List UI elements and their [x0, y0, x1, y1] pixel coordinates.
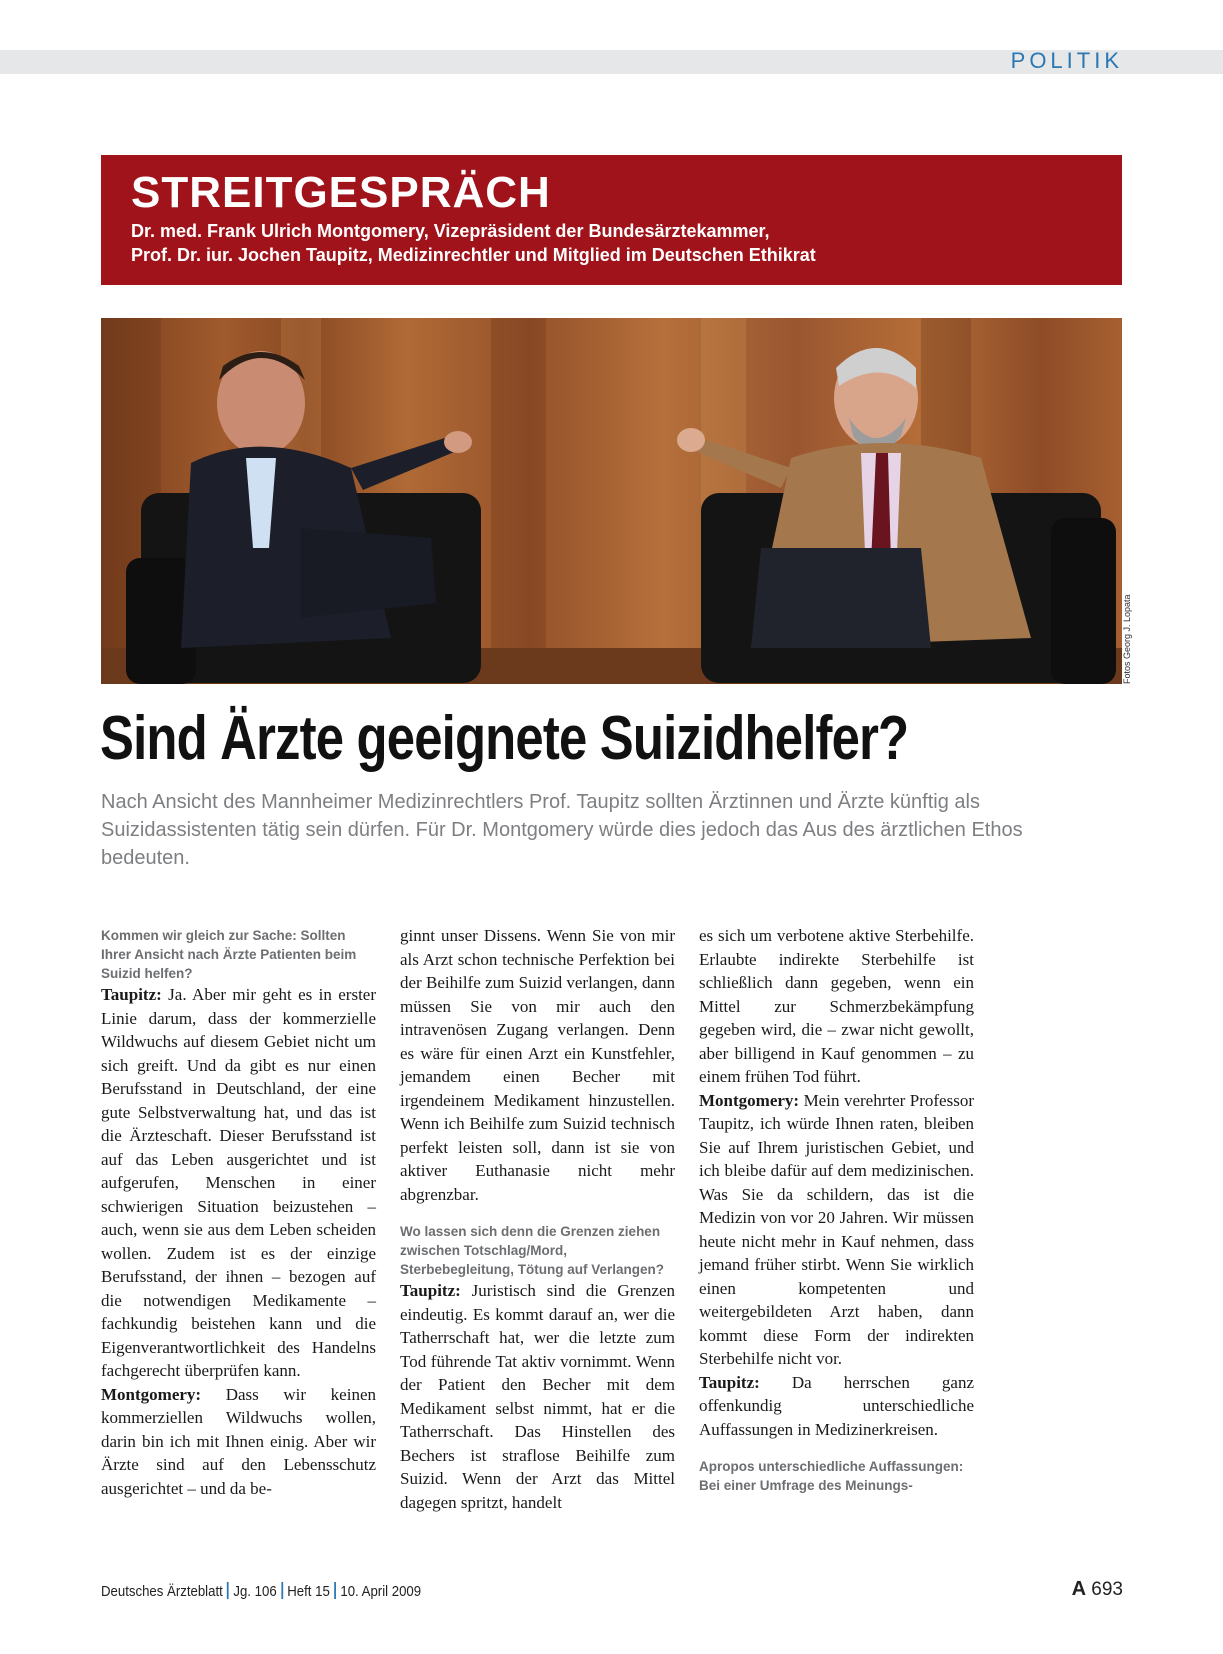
page-number [1072, 1578, 1123, 1601]
journal-name: Deutsches Ärzteblatt [101, 1583, 223, 1600]
answer-continuation: ginnt unser Dissens. Wenn Sie von mir als Arzt schon technische Perfektion bei der Beihilfe zum Suizid verlangen, dann müssen Sie von mir auch den intravenösen Zugang verlangen. Denn es wäre für einen Arzt ein Kunstfehler, jemandem einen Becher mit irgendeinem Medikament hinzustellen. Wenn ich Beihilfe zum Suizid technisch perfekt leisten soll, dann ist sie von aktiver Euthanasie nicht mehr abgrenzbar. [400, 926, 675, 1204]
answer-text: Da herrschen ganz offenkundig unterschiedliche Auffassungen in Medizinerkreisen. [699, 1372, 974, 1439]
speaker-name: Taupitz: [400, 1281, 461, 1300]
answer-text: Juristisch sind die Grenzen eindeutig. Es kommt darauf an, wer die Tatherrschaft hat, wer die letzte zum Tod führende Tat aktiv vornimmt. Wenn der Patient den Becher mit dem Medikament selbst nimmt, hat er die Tatherrschaft. Das Hinstellen des Bechers ist straflose Beihilfe zum Suizid. Wenn der Arzt das Mittel dagegen spritzt, handelt [400, 1281, 675, 1512]
answer-paragraph [101, 1383, 376, 1501]
photo-credit: Fotos Georg J. Lopata [1122, 594, 1132, 684]
answer-paragraph [101, 983, 376, 1383]
interview-photo [101, 318, 1122, 684]
headline: Sind Ärzte geeignete Suizidhelfer? [100, 704, 909, 773]
answer-text: Ja. Aber mir geht es in erster Linie darum, dass der kommerzielle Wildwuchs auf diesem Gebiet nicht um sich greift. Und da gibt es nur einen Berufsstand in Deutschland, der eine gute Selbstverwaltung hat, und das ist die Ärzteschaft. Dieser Berufsstand ist auf das Leben ausgerichtet und ist aufgerufen, Menschen in einer schwierigen Situation beizustehen – auch, wenn sie aus dem Leben scheiden wollen. Zudem ist es der einzige Berufsstand, der ihnen – bezogen auf die notwendigen Medikamente – fachkundig beistehen kann und die Eigenverantwortlichkeit des Handelns fachgerecht überprüfen kann. [101, 985, 376, 1380]
participant-2: Prof. Dr. iur. Jochen Taupitz, Medizinrechtler und Mitglied im Deutschen Ethikrat [131, 245, 816, 265]
photo-illustration [101, 318, 1122, 684]
footer-separator [334, 1582, 336, 1599]
speaker-name: Taupitz: [101, 985, 162, 1004]
section-label: POLITIK [1010, 48, 1123, 73]
answer-text: Dass wir keinen kommerziellen Wildwuchs wollen, darin bin ich mit Ihnen einig. Aber wir Ärzte sind auf den Lebensschutz ausgerichtet – und da be- [101, 1384, 376, 1498]
answer-paragraph [400, 1279, 675, 1514]
interview-question: Kommen wir gleich zur Sache: Sollten Ihrer Ansicht nach Ärzte Patienten beim Suizid helfen? [101, 928, 357, 981]
interview-question: Apropos unterschiedliche Auffassungen: Bei einer Umfrage des Meinungs- [699, 1459, 964, 1493]
banner-title: STREITGESPRÄCH [131, 168, 551, 217]
speaker-name: Montgomery: [699, 1090, 800, 1110]
page-prefix: A [1071, 1578, 1087, 1600]
footer-separator [227, 1582, 229, 1599]
text-column-3 [699, 924, 974, 1495]
text-column-1 [101, 926, 376, 1500]
interview-question: Wo lassen sich denn die Grenzen ziehen zwischen Totschlag/Mord, Sterbebegleitung, Tötung auf Verlangen? [400, 1224, 665, 1277]
page-number-value: 693 [1091, 1579, 1123, 1600]
answer-text: Mein verehrter Professor Taupitz, ich würde Ihnen raten, bleiben Sie auf Ihrem juristischen Gebiet, und ich bleibe dafür auf dem medizinischen. Was Sie da schildern, das ist die Medizin von vor 20 Jahren. Wir müssen heute nicht mehr in Kauf nehmen, dass jemand früher stirbt. Wenn Sie wirklich einen kompetenten und weitergebildeten Arzt haben, dann kommt diese Form der indirekten Sterbehilfe nicht vor. [699, 1090, 974, 1368]
speaker-name: Taupitz: [699, 1372, 760, 1392]
answer-continuation: es sich um verbotene aktive Sterbehilfe. Erlaubte indirekte Sterbehilfe ist schließlich dann gegeben, wenn ein Mittel zur Schmerzbekämpfung gegeben wird, die – zwar nicht gewollt, aber billigend in Kauf genommen – zu einem frühen Tod führt. [699, 926, 974, 1086]
journal-volume: Jg. 106 [233, 1583, 277, 1600]
answer-paragraph [699, 1371, 974, 1442]
journal-date: 10. April 2009 [340, 1583, 422, 1600]
journal-issue: Heft 15 [287, 1583, 330, 1600]
lead-paragraph: Nach Ansicht des Mannheimer Medizinrechtlers Prof. Taupitz sollten Ärztinnen und Ärzte künftig als Suizidassistenten tätig sein dürfen. Für Dr. Montgomery würde dies jedoch das Aus des ärztlichen Ethos bedeuten. [101, 791, 1023, 869]
title-banner [101, 155, 1122, 285]
participant-1: Dr. med. Frank Ulrich Montgomery, Vizepräsident der Bundesärztekammer, [131, 221, 770, 241]
speaker-name: Montgomery: [101, 1384, 202, 1404]
text-column-2 [400, 924, 675, 1514]
footer-separator [281, 1582, 283, 1599]
answer-paragraph [699, 1089, 974, 1371]
footer-citation [101, 1582, 421, 1600]
